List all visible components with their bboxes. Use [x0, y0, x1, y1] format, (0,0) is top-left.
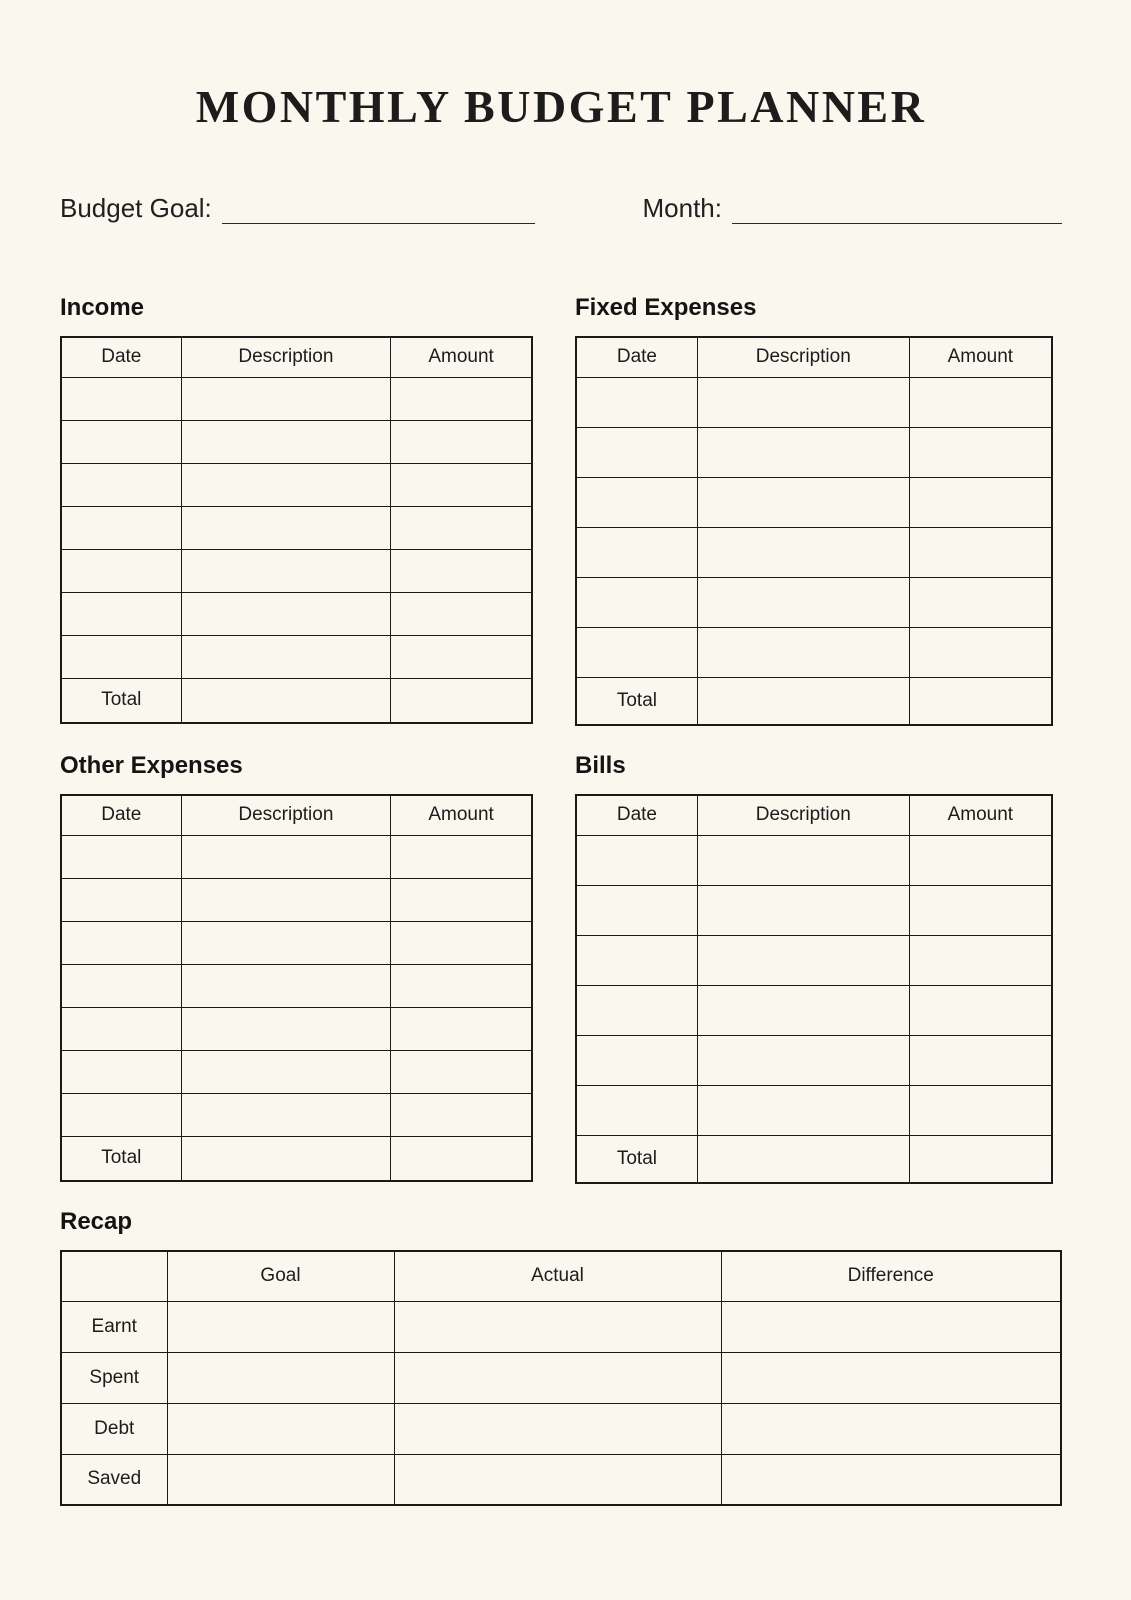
difference-cell: [721, 1454, 1061, 1505]
description-cell: [181, 835, 391, 878]
other-expenses-header-row: [61, 795, 532, 835]
table-row: [61, 377, 532, 420]
fixed-expenses-heading: Fixed Expenses: [575, 294, 757, 321]
description-cell: [181, 506, 391, 549]
table-row: [576, 935, 1052, 985]
date-column-header: Date: [61, 795, 181, 835]
recap-corner-header: [61, 1251, 167, 1301]
actual-cell: [394, 1301, 721, 1352]
table-row: [576, 985, 1052, 1035]
date-column-header: Date: [576, 795, 697, 835]
date-cell: [576, 527, 697, 577]
total-row: [61, 678, 532, 723]
description-cell: [181, 549, 391, 592]
month-field: [643, 193, 1063, 224]
amount-cell: [391, 592, 532, 635]
budget-goal-label: Budget Goal:: [60, 193, 212, 223]
total-amount-cell: [391, 1136, 532, 1181]
difference-cell: [721, 1352, 1061, 1403]
date-cell: [576, 1035, 697, 1085]
total-label-cell: Total: [61, 678, 181, 723]
date-cell: [576, 885, 697, 935]
goal-cell: [167, 1454, 394, 1505]
actual-cell: [394, 1454, 721, 1505]
date-cell: [61, 463, 181, 506]
amount-cell: [909, 835, 1052, 885]
date-cell: [61, 420, 181, 463]
income-section: [60, 294, 533, 726]
amount-cell: [391, 878, 532, 921]
budget-goal-field: [60, 193, 535, 224]
table-row: [61, 921, 532, 964]
row-label-cell: Spent: [61, 1352, 167, 1403]
bills-table: [575, 794, 1053, 1184]
other-expenses-section: [60, 752, 533, 1184]
description-cell: [181, 592, 391, 635]
total-row: [61, 1136, 532, 1181]
other-expenses-heading: Other Expenses: [60, 752, 243, 779]
date-cell: [61, 964, 181, 1007]
goal-cell: [167, 1352, 394, 1403]
fixed-expenses-table: [575, 336, 1053, 726]
date-column-header: Date: [61, 337, 181, 377]
description-cell: [697, 885, 909, 935]
description-cell: [697, 935, 909, 985]
date-cell: [576, 477, 697, 527]
table-row: [61, 549, 532, 592]
table-row: [576, 1085, 1052, 1135]
date-cell: [61, 1093, 181, 1136]
difference-column-header: Difference: [721, 1251, 1061, 1301]
amount-cell: [909, 377, 1052, 427]
date-cell: [576, 1085, 697, 1135]
total-label-cell: Total: [576, 1135, 697, 1183]
recap-table: [60, 1250, 1062, 1506]
date-cell: [61, 1050, 181, 1093]
income-heading: Income: [60, 294, 145, 321]
amount-cell: [391, 1050, 532, 1093]
recap-row-saved: [61, 1454, 1061, 1505]
amount-cell: [391, 1093, 532, 1136]
table-row: [61, 463, 532, 506]
date-cell: [61, 377, 181, 420]
description-cell: [181, 420, 391, 463]
description-cell: [181, 964, 391, 1007]
table-row: [576, 885, 1052, 935]
other-expenses-table: [60, 794, 533, 1182]
header-fields-row: [60, 193, 1062, 224]
total-amount-cell: [909, 677, 1052, 725]
recap-section: [60, 1208, 1062, 1506]
amount-cell: [391, 377, 532, 420]
description-cell: [697, 527, 909, 577]
date-cell: [61, 835, 181, 878]
budget-tables-grid: [60, 294, 1062, 1184]
description-cell: [181, 921, 391, 964]
description-column-header: Description: [181, 795, 391, 835]
amount-cell: [909, 1035, 1052, 1085]
table-row: [61, 1093, 532, 1136]
date-cell: [576, 627, 697, 677]
amount-column-header: Amount: [391, 337, 532, 377]
description-cell: [697, 1035, 909, 1085]
description-cell: [697, 1085, 909, 1135]
date-cell: [576, 577, 697, 627]
income-header-row: [61, 337, 532, 377]
table-row: [576, 477, 1052, 527]
recap-row-earnt: [61, 1301, 1061, 1352]
table-row: [576, 627, 1052, 677]
actual-cell: [394, 1352, 721, 1403]
table-row: [61, 592, 532, 635]
amount-cell: [909, 935, 1052, 985]
amount-column-header: Amount: [909, 337, 1052, 377]
goal-cell: [167, 1403, 394, 1454]
description-column-header: Description: [697, 337, 909, 377]
amount-cell: [909, 577, 1052, 627]
description-cell: [697, 427, 909, 477]
amount-cell: [391, 549, 532, 592]
total-label-cell: Total: [61, 1136, 181, 1181]
amount-column-header: Amount: [909, 795, 1052, 835]
description-cell: [697, 377, 909, 427]
fixed-expenses-header-row: [576, 337, 1052, 377]
description-cell: [181, 1007, 391, 1050]
difference-cell: [721, 1301, 1061, 1352]
income-table: [60, 336, 533, 724]
recap-header-row: [61, 1251, 1061, 1301]
table-row: [576, 377, 1052, 427]
date-cell: [576, 985, 697, 1035]
total-description-cell: [181, 678, 391, 723]
description-cell: [181, 635, 391, 678]
date-cell: [61, 635, 181, 678]
bills-section: [575, 752, 1053, 1184]
description-cell: [181, 878, 391, 921]
table-row: [61, 835, 532, 878]
description-cell: [697, 577, 909, 627]
date-cell: [61, 592, 181, 635]
month-label: Month:: [642, 193, 722, 223]
date-cell: [576, 835, 697, 885]
goal-cell: [167, 1301, 394, 1352]
row-label-cell: Saved: [61, 1454, 167, 1505]
table-row: [61, 635, 532, 678]
month-input-line: [732, 194, 1062, 224]
description-cell: [181, 1093, 391, 1136]
description-column-header: Description: [181, 337, 391, 377]
recap-heading: Recap: [60, 1208, 133, 1235]
table-row: [61, 1007, 532, 1050]
total-amount-cell: [909, 1135, 1052, 1183]
total-row: [576, 677, 1052, 725]
date-cell: [61, 1007, 181, 1050]
amount-cell: [391, 506, 532, 549]
amount-column-header: Amount: [391, 795, 532, 835]
fixed-expenses-section: [575, 294, 1053, 726]
description-column-header: Description: [697, 795, 909, 835]
amount-cell: [391, 1007, 532, 1050]
amount-cell: [391, 921, 532, 964]
date-cell: [576, 935, 697, 985]
table-row: [61, 420, 532, 463]
amount-cell: [909, 627, 1052, 677]
date-cell: [61, 921, 181, 964]
amount-cell: [391, 420, 532, 463]
amount-cell: [391, 964, 532, 1007]
actual-cell: [394, 1403, 721, 1454]
bills-header-row: [576, 795, 1052, 835]
amount-cell: [909, 1085, 1052, 1135]
amount-cell: [909, 427, 1052, 477]
total-description-cell: [697, 677, 909, 725]
amount-cell: [391, 635, 532, 678]
amount-cell: [909, 985, 1052, 1035]
table-row: [576, 527, 1052, 577]
table-row: [576, 577, 1052, 627]
date-cell: [61, 506, 181, 549]
actual-column-header: Actual: [394, 1251, 721, 1301]
date-cell: [576, 377, 697, 427]
description-cell: [181, 377, 391, 420]
date-cell: [576, 427, 697, 477]
table-row: [61, 878, 532, 921]
total-row: [576, 1135, 1052, 1183]
total-description-cell: [181, 1136, 391, 1181]
recap-row-spent: [61, 1352, 1061, 1403]
table-row: [61, 964, 532, 1007]
description-cell: [181, 463, 391, 506]
date-cell: [61, 878, 181, 921]
table-row: [61, 506, 532, 549]
amount-cell: [909, 527, 1052, 577]
total-description-cell: [697, 1135, 909, 1183]
difference-cell: [721, 1403, 1061, 1454]
description-cell: [697, 477, 909, 527]
table-row: [576, 835, 1052, 885]
amount-cell: [909, 477, 1052, 527]
total-amount-cell: [391, 678, 532, 723]
table-row: [576, 427, 1052, 477]
description-cell: [697, 985, 909, 1035]
recap-row-debt: [61, 1403, 1061, 1454]
bills-heading: Bills: [575, 752, 626, 779]
total-label-cell: Total: [576, 677, 697, 725]
goal-column-header: Goal: [167, 1251, 394, 1301]
description-cell: [697, 627, 909, 677]
amount-cell: [391, 463, 532, 506]
row-label-cell: Earnt: [61, 1301, 167, 1352]
page-title: MONTHLY BUDGET PLANNER: [195, 81, 927, 132]
table-row: [576, 1035, 1052, 1085]
table-row: [61, 1050, 532, 1093]
budget-goal-input-line: [222, 194, 535, 224]
description-cell: [181, 1050, 391, 1093]
amount-cell: [909, 885, 1052, 935]
date-cell: [61, 549, 181, 592]
amount-cell: [391, 835, 532, 878]
date-column-header: Date: [576, 337, 697, 377]
row-label-cell: Debt: [61, 1403, 167, 1454]
description-cell: [697, 835, 909, 885]
